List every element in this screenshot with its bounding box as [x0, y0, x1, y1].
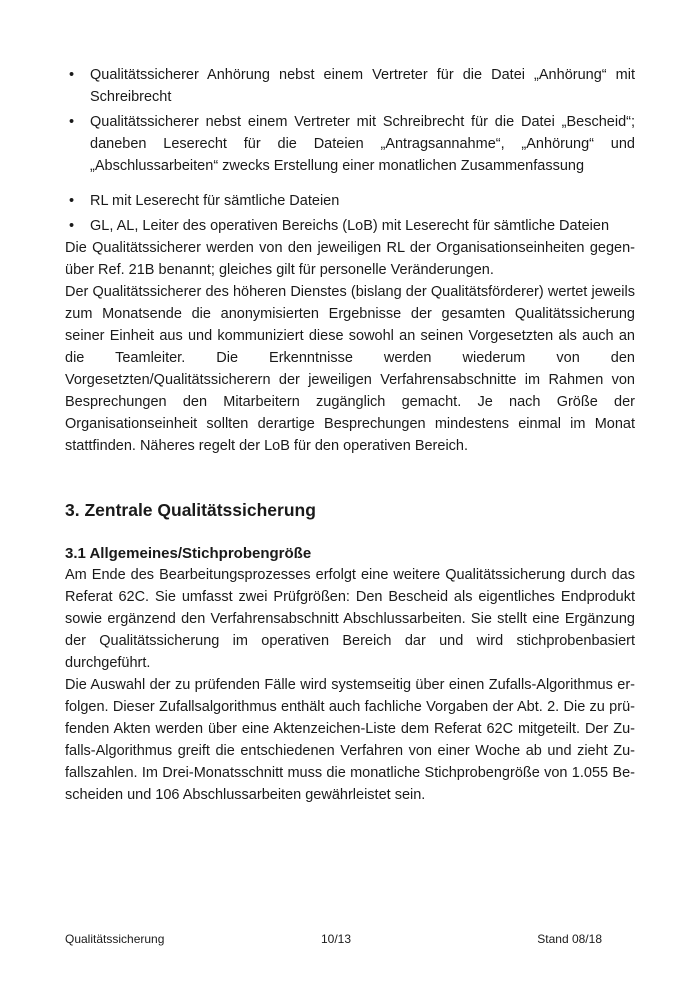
bullet-list: [65, 64, 635, 237]
footer-document-title: Qualitätssicherung: [65, 932, 165, 946]
list-item-text: Qualitätssicherer Anhörung nebst einem Vertreter für die Datei „Anhörung“ mit Schreibrecht: [90, 67, 635, 105]
page-footer: [0, 931, 700, 951]
list-item-text: GL, AL, Leiter des operativen Bereichs (LoB) mit Leserecht für sämtliche Dateien: [90, 218, 610, 234]
list-item: [65, 215, 635, 237]
bullet-icon: •: [69, 67, 75, 83]
bullet-icon: •: [69, 193, 75, 209]
paragraph-hoeherer-dienst: Der Qualitätssicherer des höheren Dienstes (bislang der Qualitätsförderer) wertet jeweils zum Monatsende die anonymisierten Ergebnisse der gesamten Qualitätssicherung seiner Einheit aus und kommuniziert diese sowohl an seinen Vorgesetzten als auch an die Teamleiter. Die Erkenntnisse werden wiederum von den Vorgesetzten/Qualitätssicherern der jeweiligen Verfahrensabschnitte im Rahmen von Besprechungen den Mitarbeitern zugänglich gemacht. Je nach Größe der Organisationseinheit sollten derartige Besprechungen mindestens einmal im Monat stattfinden. Näheres regelt der LoB für den operativen Bereich.: [65, 284, 635, 454]
list-item: [65, 111, 635, 177]
list-item-text: Qualitätssicherer nebst einem Vertreter mit Schreibrecht für die Datei „Bescheid“; daneben Leserecht für die Dateien „Antragsannahme“, „Anhörung“ und „Abschlussarbeiten“ zwecks Erstellung einer monatlichen Zusammenfassung: [90, 114, 635, 174]
list-item: [65, 190, 635, 212]
bullet-icon: •: [69, 218, 75, 234]
bullet-icon: •: [69, 114, 75, 130]
paragraph-zufallsalgorithmus: Die Auswahl der zu prüfenden Fälle wird systemseitig über einen Zufalls-Algorithmus erfolgen. Dieser Zufallsalgorithmus enthält auch fachliche Vorgaben der Abt. 2. Die zu prüfenden Akten werden über eine Aktenzeichen-Liste dem Referat 62C mitgeteilt. Der Zufalls-Algorithmus greift die entschiedenen Verfahren von einer Woche ab und zieht Zufallszahlen. Im Drei-Monatsschnitt muss die monatliche Stichprobengröße von 1.055 Bescheiden und 106 Abschlussarbeiten gewährleistet sein.: [65, 677, 635, 803]
footer-page-number: 10/13: [320, 932, 352, 946]
paragraph-allgemeines: Am Ende des Bearbeitungsprozesses erfolgt eine weitere Qualitätssicherung durch das Referat 62C. Sie umfasst zwei Prüfgrößen: Den Bescheid als eigentliches Endprodukt sowie ergänzend den Verfahrensabschnitt Abschlussarbeiten. Sie stellt eine Ergänzung der Qualitätssicherung im operativen Bereich dar und wird stichprobenbasiert durchgeführt.: [65, 567, 635, 671]
list-item: [65, 64, 635, 108]
subsection-heading: 3.1 Allgemeines/Stichprobengröße: [65, 545, 312, 562]
list-item-text: RL mit Leserecht für sämtliche Dateien: [90, 193, 340, 209]
footer-date: Stand 08/18: [537, 932, 602, 946]
section-heading: 3. Zentrale Qualitätssicherung: [65, 500, 316, 520]
paragraph-benennung: Die Qualitätssicherer werden von den jeweiligen RL der Organisationseinheiten gegenüber Ref. 21B benannt; gleiches gilt für personelle Veränderungen.: [65, 240, 635, 278]
